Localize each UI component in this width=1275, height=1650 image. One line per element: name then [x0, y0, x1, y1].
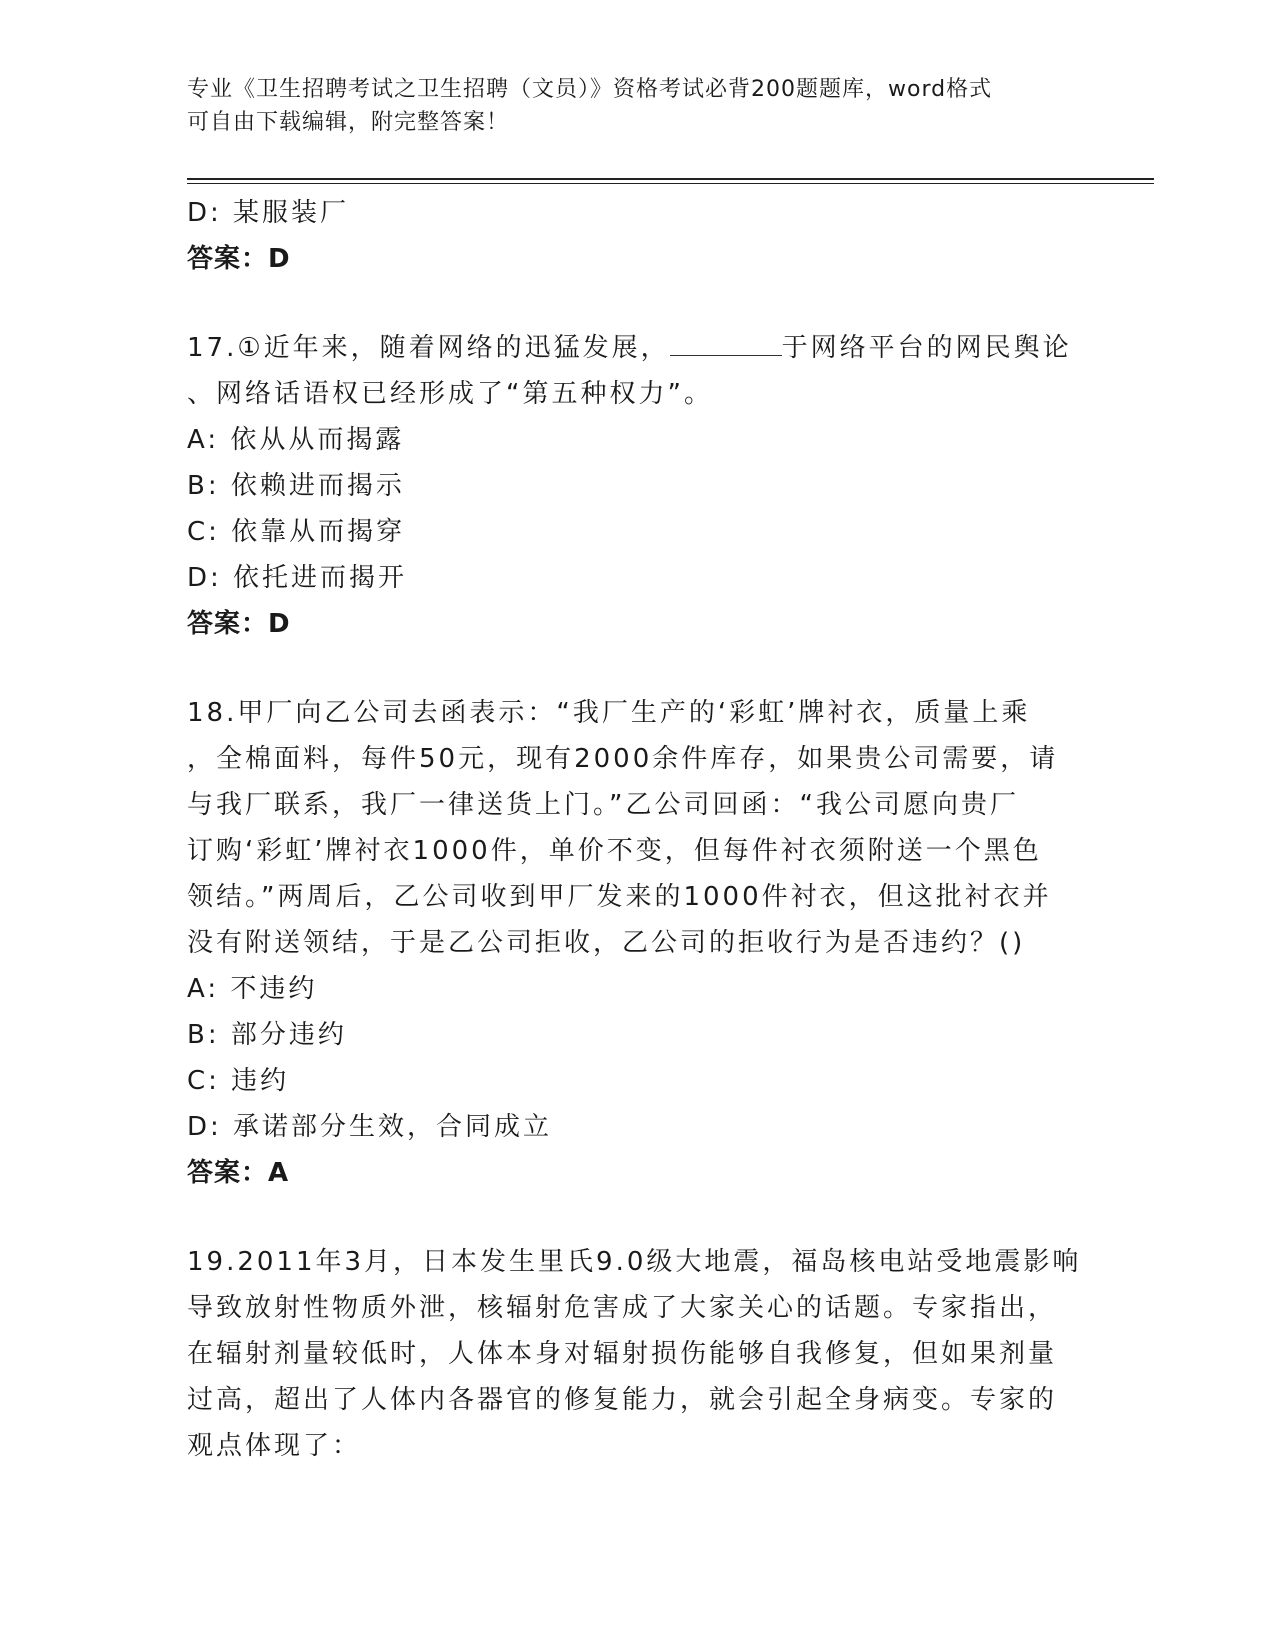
question-19 — [187, 1239, 1087, 1469]
option-b: B: 依赖进而揭示 — [187, 471, 405, 501]
header-line-2: 可自由下载编辑，附完整答案！ — [187, 110, 510, 135]
fill-in-blank — [670, 335, 782, 356]
header-line-1: 专业《卫生招聘考试之卫生招聘（文员）》资格考试必背200题题库，word格式 — [187, 77, 993, 102]
header-divider-thin — [187, 183, 1154, 184]
answer-line: 答案：D — [187, 244, 291, 274]
page-header — [187, 73, 1067, 139]
document-body — [187, 190, 1087, 1469]
question-text — [187, 1239, 1087, 1469]
question-text-line: 过高，超出了人体内各器官的修复能力，就会引起全身病变。专家的 — [187, 1385, 1058, 1415]
spacer — [187, 647, 1087, 690]
question-text-line: 18.甲厂向乙公司去函表示：“我厂生产的‘彩虹’牌衬衣，质量上乘 — [187, 698, 1031, 728]
question-text-line: ，全棉面料，每件50元，现有2000余件库存，如果贵公司需要，请 — [187, 744, 1059, 774]
question-text-line: 导致放射性物质外泄，核辐射危害成了大家关心的话题。专家指出， — [187, 1293, 1058, 1323]
question-text-part: 17.①近年来，随着网络的迅猛发展， — [187, 333, 670, 363]
question-text-line: 领结。”两周后，乙公司收到甲厂发来的1000件衬衣，但这批衬衣并 — [187, 882, 1052, 912]
header-divider — [187, 178, 1154, 180]
option-d: D: 承诺部分生效，合同成立 — [187, 1112, 553, 1142]
question-text-line: 、网络话语权已经形成了“第五种权力”。 — [187, 379, 713, 409]
question-text-line: 19.2011年3月，日本发生里氏9.0级大地震，福岛核电站受地震影响 — [187, 1247, 1082, 1277]
question-text-line: 与我厂联系，我厂一律送货上门。”乙公司回函：“我公司愿向贵厂 — [187, 790, 1019, 820]
option-b: B: 部分违约 — [187, 1020, 347, 1050]
question-text-line: 在辐射剂量较低时，人体本身对辐射损伤能够自我修复，但如果剂量 — [187, 1339, 1058, 1369]
option-d: D: 依托进而揭开 — [187, 563, 408, 593]
option-a: A: 不违约 — [187, 974, 318, 1004]
question-16-tail — [187, 190, 1087, 282]
question-text-line: 订购‘彩虹’牌衬衣1000件，单价不变，但每件衬衣须附送一个黑色 — [187, 836, 1042, 866]
answer-line: 答案：D — [187, 609, 291, 639]
question-18 — [187, 690, 1087, 1196]
question-17 — [187, 325, 1087, 647]
option-c: C: 违约 — [187, 1066, 290, 1096]
option-c: C: 依靠从而揭穿 — [187, 517, 406, 547]
question-text-part: 于网络平台的网民舆论 — [781, 333, 1072, 363]
spacer — [187, 1196, 1087, 1239]
option-d: D: 某服装厂 — [187, 198, 350, 228]
spacer — [187, 282, 1087, 325]
question-text — [187, 690, 1087, 966]
answer-line: 答案：A — [187, 1158, 290, 1188]
question-text-line: 没有附送领结，于是乙公司拒收，乙公司的拒收行为是否违约？() — [187, 928, 1026, 958]
option-a: A: 依从从而揭露 — [187, 425, 405, 455]
question-text — [187, 325, 1087, 417]
question-text-line: 观点体现了： — [187, 1431, 362, 1461]
